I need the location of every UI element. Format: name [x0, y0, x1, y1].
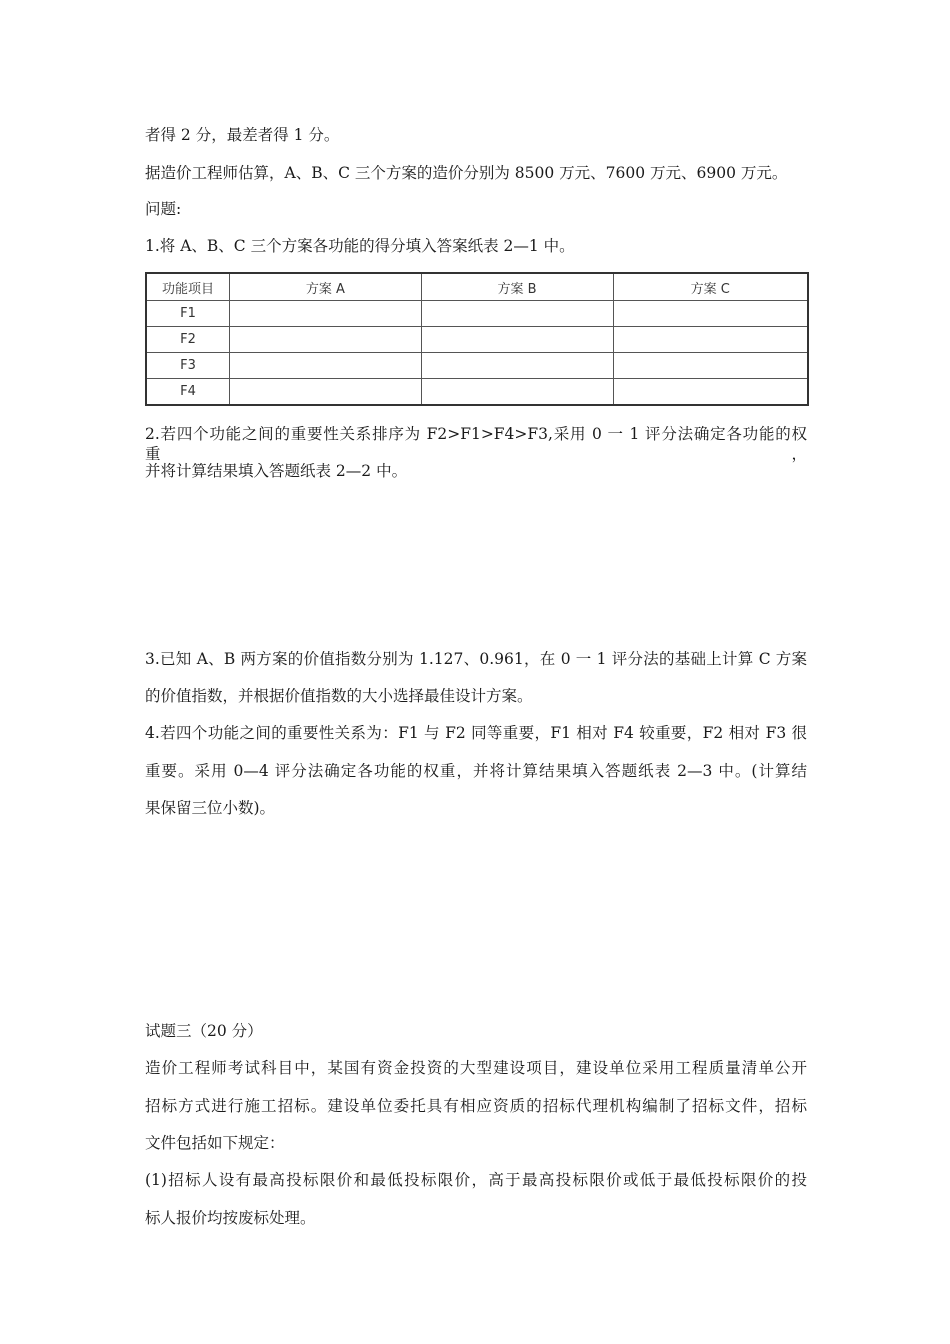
text-line: 2.若四个功能之间的重要性关系排序为 F2>F1>F4>F3,采用 0 一 1 评分法确定各功能的权重，	[145, 425, 807, 463]
table-row	[146, 326, 808, 352]
text-line: 3.已知 A、B 两方案的价值指数分别为 1.127、0.961，在 0 一 1 评分法的基础上计算 C 方案	[145, 650, 807, 668]
text-line: 重要。采用 0—4 评分法确定各功能的权重，并将计算结果填入答题纸表 2—3 中。(计算结	[145, 762, 807, 780]
column-header: 方案 B	[421, 273, 613, 301]
row-label: F2	[146, 326, 230, 352]
row-label: F4	[146, 378, 230, 405]
table-cell	[421, 352, 613, 378]
table-cell	[230, 301, 422, 327]
table-cell	[230, 378, 422, 405]
text-line: 4.若四个功能之间的重要性关系为：F1 与 F2 同等重要，F1 相对 F4 较重要，F2 相对 F3 很	[145, 724, 807, 742]
column-header: 方案 A	[230, 273, 422, 301]
column-header: 功能项目	[146, 273, 230, 301]
table-cell	[421, 378, 613, 405]
text-line: 的价值指数，并根据价值指数的大小选择最佳设计方案。	[145, 687, 533, 705]
row-label: F3	[146, 352, 230, 378]
table-cell	[613, 326, 808, 352]
table-cell	[230, 326, 422, 352]
text-line: 问题:	[145, 200, 182, 218]
text-line: 造价工程师考试科目中，某国有资金投资的大型建设项目，建设单位采用工程质量清单公开	[145, 1059, 807, 1077]
table-cell	[421, 326, 613, 352]
text-line: 果保留三位小数)。	[145, 799, 276, 817]
section-heading: 试题三（20 分）	[145, 1022, 263, 1040]
text-line: 据造价工程师估算，A、B、C 三个方案的造价分别为 8500 万元、7600 万元、6900 万元。	[145, 164, 788, 182]
text-line: 1.将 A、B、C 三个方案各功能的得分填入答案纸表 2—1 中。	[145, 237, 575, 255]
table-cell	[421, 301, 613, 327]
text-line: 招标方式进行施工招标。建设单位委托具有相应资质的招标代理机构编制了招标文件，招标	[145, 1097, 807, 1115]
text-line: 者得 2 分，最差者得 1 分。	[145, 126, 340, 144]
table-cell	[613, 301, 808, 327]
table-header-row	[146, 273, 808, 301]
table-row	[146, 378, 808, 405]
table-cell	[230, 352, 422, 378]
table-row	[146, 301, 808, 327]
text-line: 文件包括如下规定：	[145, 1134, 285, 1152]
column-header: 方案 C	[613, 273, 808, 301]
table-cell	[613, 378, 808, 405]
text-line: (1)招标人设有最高投标限价和最低投标限价，高于最高投标限价或低于最低投标限价的投	[145, 1171, 807, 1189]
table-row	[146, 352, 808, 378]
table-cell	[613, 352, 808, 378]
text-line: 标人报价均按废标处理。	[145, 1209, 316, 1227]
text-line: 并将计算结果填入答题纸表 2—2 中。	[145, 462, 408, 480]
function-score-table	[145, 272, 809, 406]
row-label: F1	[146, 301, 230, 327]
